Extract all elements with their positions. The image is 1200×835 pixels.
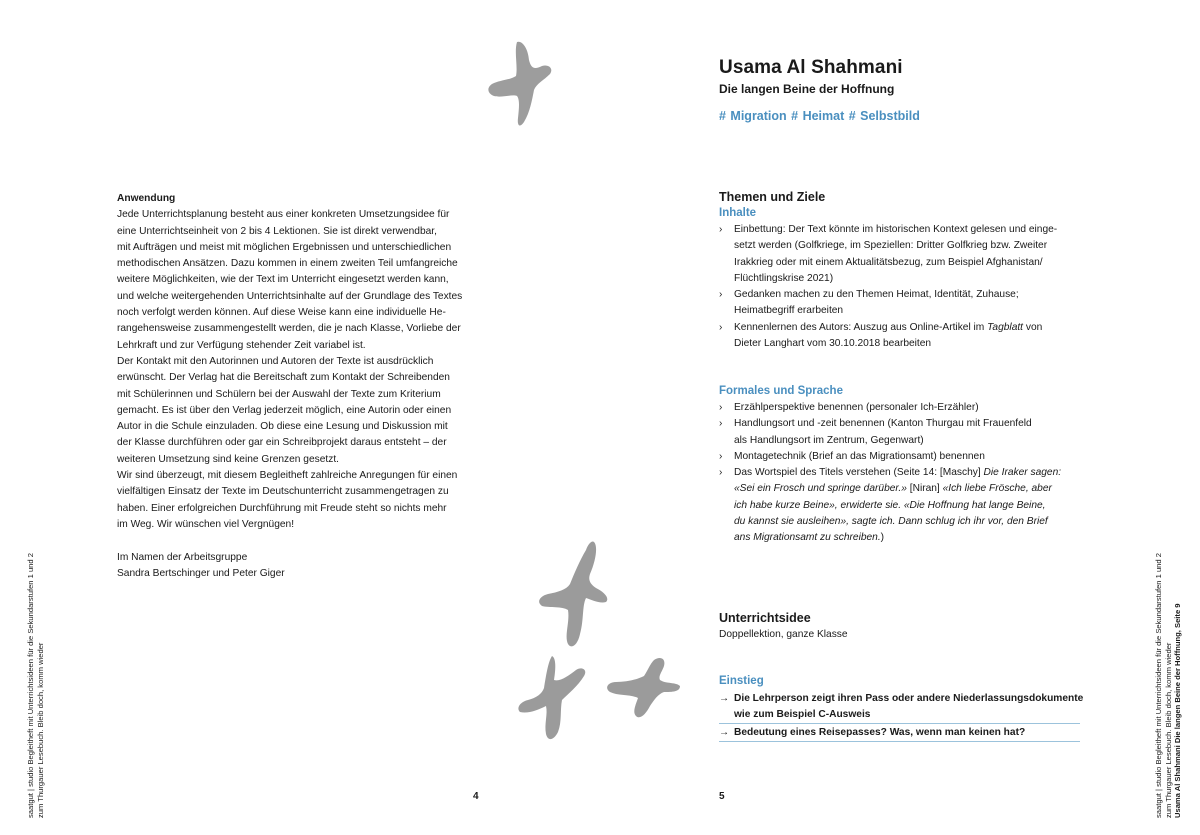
list-item-line: Flüchtlingskrise 2021): [734, 272, 834, 284]
topic-tags: # Migration # Heimat # Selbstbild: [719, 109, 920, 123]
paragraph-line: eine Unterrichtseinheit von 2 bis 4 Lektionen. Sie ist direkt verwendbar,: [117, 225, 437, 237]
quote-text: du kannst sie ausleihen», sagte ich. Dann schlug ich ihr vor, den Brief: [734, 516, 1048, 528]
list-item-line: [734, 481, 1079, 497]
einstieg-list: [719, 691, 1084, 742]
right-side-note: [1154, 553, 1183, 818]
paragraph-line: der Klasse durchführen oder gar ein Schreibprojekt daraus entsteht – der: [117, 437, 447, 449]
list-item-line: [734, 320, 1079, 336]
inhalte-list: [719, 222, 1079, 352]
list-item-line: setzt werden (Golfkriege, im Speziellen: Dritter Golfkrieg bzw. Zweiter: [734, 240, 1048, 252]
einstieg-heading: Einstieg: [719, 675, 764, 687]
anwendung-heading: Anwendung: [117, 193, 176, 204]
list-item-line: Erzählperspektive benennen (personaler Ich-Erzähler): [734, 402, 979, 413]
list-item: [719, 691, 1084, 724]
list-item-line: Einbettung: Der Text könnte im historischen Kontext gelesen und einge-: [734, 224, 1058, 235]
page-number-left: 4: [473, 791, 479, 802]
inhalte-heading: Inhalte: [719, 207, 757, 219]
paragraph-line: erwünscht. Der Verlag hat die Bereitschaft zum Kontakt der Schreibenden: [117, 372, 450, 384]
quote-text: Die Iraker sagen:: [983, 467, 1062, 479]
paragraph-line: weitere Möglichkeiten, wie der Text im Unterricht eingesetzt werden kann,: [117, 274, 449, 286]
list-item: [719, 465, 1079, 546]
chevron-right-icon: ›: [719, 402, 723, 413]
list-item: [719, 725, 1080, 742]
list-item-line: Montagetechnik (Brief an das Migrationsamt) benennen: [734, 450, 985, 462]
unterrichtsidee-subline: Doppellektion, ganze Klasse: [719, 629, 848, 640]
formales-heading: Formales und Sprache: [719, 385, 843, 397]
text-run: Kennenlernen des Autors: Auszug aus Online-Artikel im: [734, 321, 988, 333]
quote-text: «Ich liebe Frösche, aber: [942, 483, 1052, 495]
spacer: [117, 533, 477, 549]
list-item-line: Dieter Langhart vom 30.10.2018 bearbeiten: [734, 338, 932, 350]
arrow-right-icon: →: [719, 727, 730, 738]
paragraph-line: im Weg. Wir wünschen viel Vergnügen!: [117, 518, 295, 530]
bird-upper-flock-illustration: [536, 540, 616, 652]
paragraph-line: Wir sind überzeugt, mit diesem Begleitheft zahlreiche Anregungen für einen: [117, 470, 458, 482]
list-item: [719, 287, 1079, 320]
side-note-line: Usama Al Shahmani Die langen Beine der Hoffnung, Seite 9: [1173, 603, 1183, 818]
list-item-line: Gedanken machen zu den Themen Heimat, Identität, Zuhause;: [734, 289, 1019, 301]
paragraph-line: Lehrkraft und zur Verfügung stehender Zeit variabel ist.: [117, 339, 366, 351]
paragraph-line: haben. Einer erfolgreichen Durchführung mit Freude steht so nichts mehr: [117, 502, 447, 514]
paragraph-line: mit Schülerinnen und Schülern bei der Auswahl der Texte zum Kriterium: [117, 388, 441, 400]
list-item-line: als Handlungsort im Zentrum, Gegenwart): [734, 434, 924, 446]
text-run: ): [880, 532, 885, 544]
bird-lower-right-illustration: [604, 656, 682, 722]
list-item-line: [734, 514, 1079, 530]
paragraph-line: mit Aufträgen und meist mit möglichen Ergebnissen und unterschiedlichen: [117, 241, 452, 253]
list-item-line: wie zum Beispiel C-Ausweis: [734, 709, 871, 720]
left-side-note: [26, 553, 45, 818]
quote-text: «Sei ein Frosch und springe darüber.»: [734, 483, 907, 495]
chevron-right-icon: ›: [719, 418, 723, 430]
list-item-line: Die Lehrperson zeigt ihren Pass oder andere Niederlassungsdokumente: [734, 693, 1084, 704]
left-text-block: [117, 191, 477, 582]
signoff-line: Im Namen der Arbeitsgruppe: [117, 551, 248, 563]
arrow-right-icon: →: [719, 693, 730, 704]
bird-lower-left-illustration: [516, 654, 588, 744]
chevron-right-icon: ›: [719, 224, 723, 235]
paragraph-line: noch verfolgt werden können. Auf diese Weise kann eine individuelle He-: [117, 307, 446, 319]
list-item-line: Bedeutung eines Reisepasses? Was, wenn man keinen hat?: [734, 727, 1026, 738]
bird-top-illustration: [484, 38, 556, 130]
text-run: von: [1023, 321, 1043, 333]
side-note-line: zum Thurgauer Lesebuch. Bleib doch, komm wieder: [35, 642, 45, 818]
list-item-line: Irakkrieg oder mit einem Aktualitätsbezug, zum Beispiel Afghanistan/: [734, 256, 1043, 268]
list-item-line: [734, 465, 1079, 481]
list-item: [719, 416, 1079, 449]
list-item: [719, 449, 1079, 465]
article-title: Usama Al Shahmani: [719, 57, 903, 78]
text-run: Das Wortspiel des Titels verstehen (Seite 14: [Maschy]: [734, 467, 984, 479]
chevron-right-icon: ›: [719, 450, 723, 462]
quote-text: ich habe kurze Beine», erwiderte sie. «Die Hoffnung hat lange Beine,: [734, 499, 1046, 511]
page-number-right: 5: [719, 791, 725, 802]
unterrichtsidee-heading: Unterrichtsidee: [719, 611, 811, 625]
list-item: [719, 320, 1079, 353]
quote-text: ans Migrationsamt zu schreiben.: [734, 532, 881, 544]
chevron-right-icon: ›: [719, 289, 723, 301]
paragraph-line: weiteren Umsetzung sind keine Grenzen gesetzt.: [117, 453, 339, 465]
paragraph-line: vielfältigen Einsatz der Texte im Deutschunterricht zusammengetragen zu: [117, 486, 449, 498]
paragraph-line: gemacht. Es ist über den Verlag jederzeit möglich, eine Autorin oder einen: [117, 404, 452, 416]
side-note-line: saatgut | studio Begleitheft mit Unterrichtsideen für die Sekundarstufen 1 und 2: [1154, 553, 1163, 818]
list-item-line: [734, 530, 1079, 546]
signoff-line: Sandra Bertschinger und Peter Giger: [117, 567, 285, 579]
side-note-line: zum Thurgauer Lesebuch. Bleib doch, komm wieder: [1163, 642, 1173, 818]
side-note-line: saatgut | studio Begleitheft mit Unterrichtsideen für die Sekundarstufen 1 und 2: [26, 553, 35, 818]
chevron-right-icon: ›: [719, 467, 723, 479]
list-item: [719, 222, 1079, 287]
paragraph-line: rangehensweise zusammengestellt werden, die je nach Klasse, Vorliebe der: [117, 323, 461, 335]
chevron-right-icon: ›: [719, 321, 723, 333]
article-subtitle: Die langen Beine der Hoffnung: [719, 82, 895, 96]
themen-heading: Themen und Ziele: [719, 190, 826, 204]
paragraph-line: methodischen Ansätzen. Dazu kommen in einem zweiten Teil umfangreiche: [117, 258, 458, 270]
list-item-line: Handlungsort und -zeit benennen (Kanton Thurgau mit Frauenfeld: [734, 418, 1032, 430]
formales-list: [719, 400, 1079, 547]
paragraph-line: Jede Unterrichtsplanung besteht aus einer konkreten Umsetzungsidee für: [117, 209, 450, 221]
paragraph-line: und welche weitergehenden Unterrichtsinhalte auf der Grundlage des Textes: [117, 290, 463, 302]
text-run: [Niran]: [906, 483, 943, 495]
paragraph-line: Der Kontakt mit den Autorinnen und Autoren der Texte ist ausdrücklich: [117, 355, 434, 367]
paragraph-line: Autor in die Schule einzuladen. Ob diese eine Lesung und Diskussion mit: [117, 421, 448, 433]
list-item: [719, 400, 1079, 416]
list-item-line: Heimatbegriff erarbeiten: [734, 305, 844, 317]
list-item-line: [734, 498, 1079, 514]
newspaper-name: Tagblatt: [987, 321, 1024, 333]
